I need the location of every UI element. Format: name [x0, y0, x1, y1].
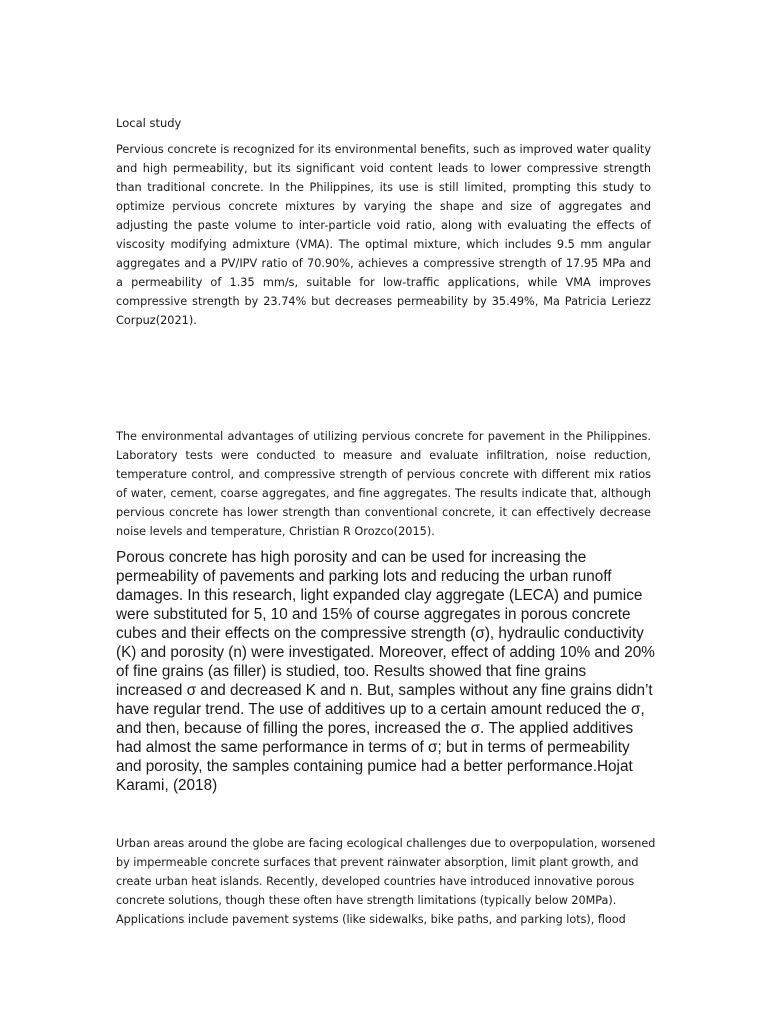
paragraph-orozco-2015: The environmental advantages of utilizing pervious concrete for pavement in the Philippines. Laboratory tests were conducted to measure and evaluate infiltration, noise reduction, temperature control, and compressive strength of pervious concrete with different mix ratios of water, cement, coarse aggregates, and fine aggregates. The results indicate that, although pervious concrete has lower strength than conventional concrete, it can effectively decrease noise levels and temperature, Christian R Orozco(2015). [116, 430, 651, 538]
paragraph-urban-areas: Urban areas around the globe are facing ecological challenges due to overpopulation, worsened by impermeable concrete surfaces that prevent rainwater absorption, limit plant growth, and create urban heat islands. Recently, developed countries have introduced innovative porous concrete solutions, though these often have strength limitations (typically below 20MPa). Applications include pavement systems (like sidewalks, bike paths, and parking lots), flood [116, 837, 656, 926]
paragraph-corpuz-2021: Pervious concrete is recognized for its environmental benefits, such as improved water quality and high permeability, but its significant void content leads to lower compressive strength than traditional concrete. In the Philippines, its use is still limited, prompting this study to optimize pervious concrete mixtures by varying the shape and size of aggregates and adjusting the paste volume to inter-particle void ratio, along with evaluating the effects of viscosity modifying admixture (VMA). The optimal mixture, which includes 9.5 mm angular aggregates and a PV/IPV ratio of 70.90%, achieves a compressive strength of 17.95 MPa and a permeability of 1.35 mm/s, suitable for low-traffic applications, while VMA improves compressive strength by 23.74% but decreases permeability by 35.49%, Ma Patricia Leriezz Corpuz(2021). [116, 143, 651, 327]
section-heading: Local study [116, 116, 182, 130]
paragraph-karami-2018: Porous concrete has high porosity and can be used for increasing the permeability of pavements and parking lots and reducing the urban runoff damages. In this research, light expanded clay aggregate (LECA) and pumice were substituted for 5, 10 and 15% of course aggregates in porous concrete cubes and their effects on the compressive strength (σ), hydraulic conductivity (K) and porosity (n) were investigated. Moreover, effect of adding 10% and 20% of fine grains (as filler) is studied, too. Results showed that fine grains increased σ and decreased K and n. But, samples without any fine grains didn’t have regular trend. The use of additives up to a certain amount reduced the σ, and then, because of filling the pores, increased the σ. The applied additives had almost the same performance in terms of σ; but in terms of permeability and porosity, the samples containing pumice had a better performance.Hojat Karami, (2018) [116, 549, 655, 794]
